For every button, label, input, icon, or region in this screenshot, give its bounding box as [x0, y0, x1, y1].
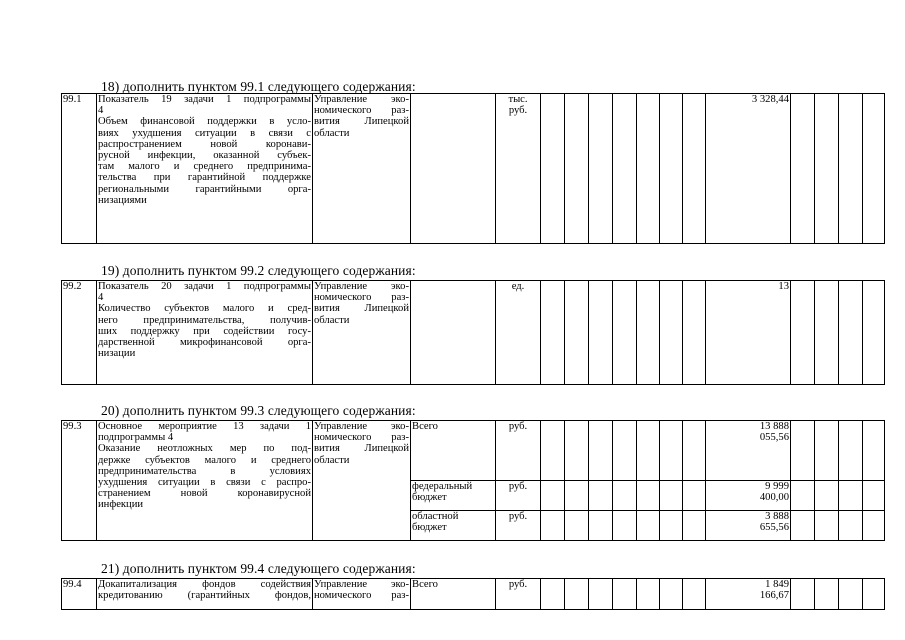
indicator-table — [61, 420, 885, 541]
text-line: предпринимательства в условиях — [98, 465, 311, 477]
indicator-table — [61, 93, 885, 244]
text-line: 400,00 — [759, 492, 789, 504]
empty-cell — [589, 511, 613, 541]
indicator-description — [97, 579, 313, 610]
unit: ед. — [496, 281, 541, 385]
text-line: 3 888 — [765, 511, 789, 522]
empty-cell — [613, 281, 637, 385]
text-line: низации — [98, 348, 136, 360]
value-cell — [706, 481, 791, 511]
section-heading: 20) дополнить пунктом 99.3 следующего содержания: — [101, 403, 416, 418]
empty-cell — [791, 579, 815, 610]
text-line: кредитованию (гарантийных фондов, — [98, 590, 311, 602]
item-number: 99.1 — [62, 94, 97, 244]
empty-cell — [863, 281, 885, 385]
text-line: ухудшения ситуации в связи с распро- — [98, 477, 311, 489]
empty-cell — [637, 579, 660, 610]
value-cell: 13 — [706, 281, 791, 385]
text-line: бюджет — [412, 522, 447, 534]
empty-cell — [589, 281, 613, 385]
unit: руб. — [496, 481, 541, 511]
empty-cell — [683, 421, 706, 481]
text-line: Объем финансовой поддержки в усло- — [98, 116, 311, 128]
empty-cell — [660, 511, 683, 541]
executor — [313, 421, 411, 541]
empty-cell — [541, 421, 565, 481]
text-line: номического раз- — [314, 105, 409, 117]
text-line: 4 — [98, 105, 104, 117]
empty-cell — [660, 281, 683, 385]
empty-cell — [815, 511, 839, 541]
text-line: вития Липецкой — [314, 303, 409, 315]
empty-cell — [791, 511, 815, 541]
empty-cell — [863, 511, 885, 541]
empty-cell — [637, 481, 660, 511]
funding-source — [411, 281, 496, 385]
empty-cell — [613, 579, 637, 610]
text-line: Управление эко- — [314, 281, 409, 292]
text-line: Управление эко- — [314, 94, 409, 105]
empty-cell — [839, 281, 863, 385]
indicator-description — [97, 421, 313, 541]
empty-cell — [863, 481, 885, 511]
value-cell: 3 328,44 — [706, 94, 791, 244]
empty-cell — [863, 421, 885, 481]
empty-cell — [637, 511, 660, 541]
unit: руб. — [496, 421, 541, 481]
funding-source — [411, 94, 496, 244]
empty-cell — [839, 511, 863, 541]
empty-cell — [863, 579, 885, 610]
indicator-description — [97, 281, 313, 385]
item-number: 99.2 — [62, 281, 97, 385]
text-line: русной инфекции, оказанной субъек- — [98, 150, 311, 162]
text-line: низациями — [98, 194, 147, 206]
empty-cell — [815, 579, 839, 610]
text-line: тыс. — [508, 94, 528, 105]
unit: руб. — [496, 511, 541, 541]
text-line: Показатель 19 задачи 1 подпрограммы — [98, 94, 311, 105]
indicator-table — [61, 578, 885, 610]
empty-cell — [613, 481, 637, 511]
empty-cell — [839, 94, 863, 244]
text-line: держке субъектов малого и среднего — [98, 454, 311, 466]
empty-cell — [541, 281, 565, 385]
item-number: 99.3 — [62, 421, 97, 541]
empty-cell — [565, 421, 589, 481]
empty-cell — [683, 579, 706, 610]
executor — [313, 94, 411, 244]
text-line: вития Липецкой — [314, 443, 409, 455]
text-line: инфекции — [98, 499, 144, 511]
text-line: 055,56 — [759, 432, 789, 444]
text-line: номического раз- — [314, 590, 409, 602]
executor — [313, 281, 411, 385]
empty-cell — [613, 511, 637, 541]
empty-cell — [660, 421, 683, 481]
funding-source — [411, 511, 496, 541]
empty-cell — [637, 94, 660, 244]
text-line: распространением новой коронави- — [98, 138, 311, 150]
text-line: него предпринимательства, получив- — [98, 314, 311, 326]
section-heading: 18) дополнить пунктом 99.1 следующего содержания: — [101, 79, 416, 94]
empty-cell — [637, 421, 660, 481]
empty-cell — [541, 511, 565, 541]
empty-cell — [683, 94, 706, 244]
unit — [496, 94, 541, 244]
text-line: номического раз- — [314, 432, 409, 444]
text-line: области — [314, 314, 350, 326]
empty-cell — [863, 94, 885, 244]
text-line: области — [314, 454, 350, 466]
text-line: 9 999 — [765, 481, 789, 492]
funding-source: Всего — [411, 579, 496, 610]
text-line: федеральный — [412, 481, 473, 492]
text-line: руб. — [508, 105, 528, 117]
text-line: Докапитализация фондов содействия — [98, 579, 311, 590]
text-line: Показатель 20 задачи 1 подпрограммы — [98, 281, 311, 292]
empty-cell — [839, 481, 863, 511]
funding-source — [411, 481, 496, 511]
indicator-description — [97, 94, 313, 244]
unit: руб. — [496, 579, 541, 610]
text-line: Количество субъектов малого и сред- — [98, 303, 311, 315]
value-cell — [706, 421, 791, 481]
text-line: 655,56 — [759, 522, 789, 534]
value-cell — [706, 579, 791, 610]
text-line: подпрограммы 4 — [98, 432, 174, 444]
indicator-table — [61, 280, 885, 385]
empty-cell — [589, 481, 613, 511]
empty-cell — [839, 421, 863, 481]
empty-cell — [613, 421, 637, 481]
empty-cell — [791, 421, 815, 481]
text-line: региональными гарантийными орга- — [98, 183, 311, 195]
empty-cell — [660, 94, 683, 244]
empty-cell — [565, 281, 589, 385]
text-line: 166,67 — [759, 590, 789, 602]
empty-cell — [589, 421, 613, 481]
text-line: областной — [412, 511, 459, 522]
text-line: там малого и среднего предпринима- — [98, 161, 311, 173]
empty-cell — [791, 481, 815, 511]
empty-cell — [565, 94, 589, 244]
text-line: Управление эко- — [314, 421, 409, 432]
empty-cell — [637, 281, 660, 385]
empty-cell — [565, 579, 589, 610]
empty-cell — [589, 94, 613, 244]
text-line: номического раз- — [314, 292, 409, 304]
empty-cell — [683, 511, 706, 541]
empty-cell — [791, 281, 815, 385]
empty-cell — [613, 94, 637, 244]
text-line: ших поддержку при содействии госу- — [98, 325, 311, 337]
text-line: дарственной микрофинансовой орга- — [98, 337, 311, 349]
text-line: 1 849 — [765, 579, 789, 590]
text-line: тельства при гарантийной поддержке — [98, 172, 311, 184]
text-line: странением новой коронавирусной — [98, 488, 311, 500]
section-heading: 19) дополнить пунктом 99.2 следующего содержания: — [101, 263, 416, 278]
text-line: 4 — [98, 292, 104, 304]
empty-cell — [565, 511, 589, 541]
empty-cell — [815, 421, 839, 481]
text-line: 13 888 — [759, 421, 789, 432]
text-line: виях ухудшения ситуации в связи с — [98, 127, 311, 139]
empty-cell — [565, 481, 589, 511]
text-line: Основное мероприятие 13 задачи 1 — [98, 421, 311, 432]
empty-cell — [683, 481, 706, 511]
empty-cell — [815, 481, 839, 511]
text-line: вития Липецкой — [314, 116, 409, 128]
executor — [313, 579, 411, 610]
text-line: бюджет — [412, 492, 447, 504]
empty-cell — [541, 579, 565, 610]
empty-cell — [791, 94, 815, 244]
empty-cell — [660, 579, 683, 610]
empty-cell — [541, 481, 565, 511]
section-heading: 21) дополнить пунктом 99.4 следующего содержания: — [101, 561, 416, 576]
item-number: 99.4 — [62, 579, 97, 610]
empty-cell — [815, 94, 839, 244]
funding-source: Всего — [411, 421, 496, 481]
text-line: Оказание неотложных мер по под- — [98, 443, 311, 455]
value-cell — [706, 511, 791, 541]
empty-cell — [589, 579, 613, 610]
text-line: области — [314, 127, 350, 139]
text-line: Управление эко- — [314, 579, 409, 590]
empty-cell — [660, 481, 683, 511]
empty-cell — [815, 281, 839, 385]
empty-cell — [683, 281, 706, 385]
empty-cell — [839, 579, 863, 610]
empty-cell — [541, 94, 565, 244]
